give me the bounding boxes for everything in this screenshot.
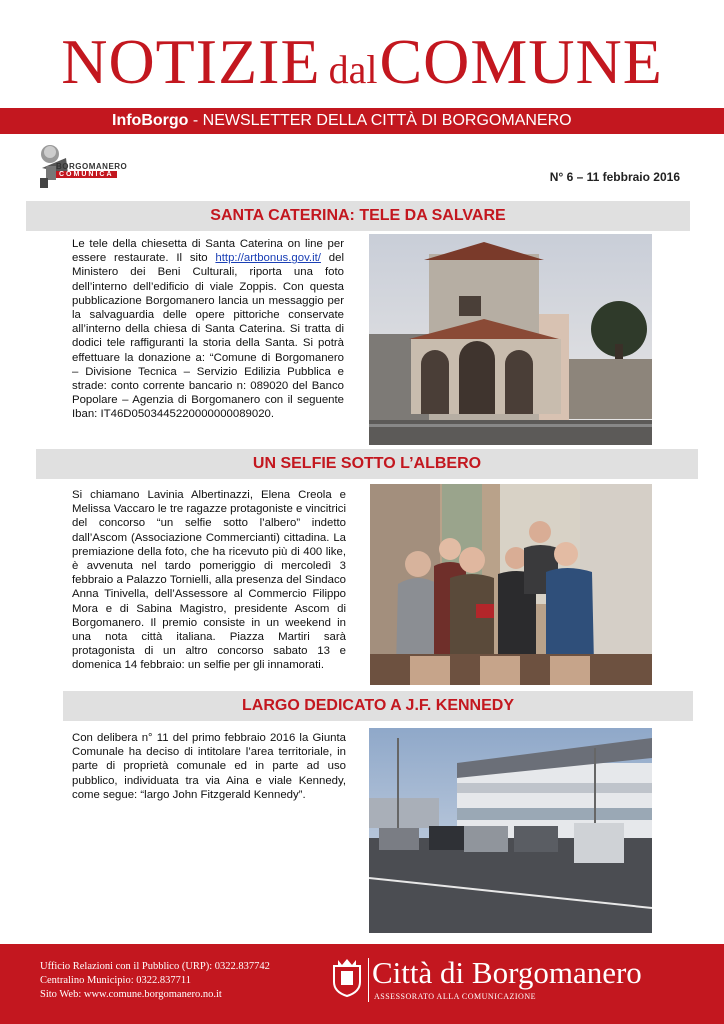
section-header-santa-caterina: [26, 201, 690, 231]
borgomanero-comunica-logo: [36, 140, 140, 190]
parking-lot-photo: [369, 728, 652, 933]
issue-number-date: N° 6 – 11 febbraio 2016: [549, 170, 680, 184]
section-header-selfie: [36, 449, 698, 479]
subtitle-bar: [0, 108, 724, 134]
section-text-santa-caterina: [72, 237, 344, 422]
footer-city-name: Città di Borgomanero: [372, 955, 642, 990]
title-comune: COMUNE: [379, 26, 663, 97]
subtitle-rest: - NEWSLETTER DELLA CITTÀ DI BORGOMANERO: [188, 112, 572, 129]
artbonus-link[interactable]: http://artbonus.gov.it/: [215, 252, 321, 265]
section-title: UN SELFIE SOTTO L’ALBERO: [252, 455, 482, 472]
footer-department: ASSESSORATO ALLA COMUNICAZIONE: [374, 992, 536, 1001]
section-header-kennedy: [63, 691, 693, 721]
city-crest-icon: [330, 956, 364, 998]
section-title: SANTA CATERINA: TELE DA SALVARE: [210, 207, 506, 224]
footer-centralino: Centralino Municipio: 0322.837711: [40, 975, 191, 986]
footer-urp: Ufficio Relazioni con il Pubblico (URP): 0322.837742: [40, 961, 270, 972]
title-notizie: NOTIZIE: [61, 26, 321, 97]
footer: [0, 944, 724, 1024]
title-dal: dal: [328, 47, 378, 92]
subtitle-brand: InfoBorgo: [112, 112, 189, 129]
church-photo: [369, 234, 652, 445]
text-part: del Ministero dei Beni Culturali, riporta una foto dell’interno dell’edificio di viale Zoppis. Con questa pubblicazione Borgomanero lancia un messaggio per la salvaguardia delle opere pittoriche conservate all’interno della chiesa di Santa Caterina. Si tratta di dodici tele raffiguranti la storia della Santa. Si potrà effettuare la donazione a: “Comune di Borgomanero – Divisione Tecnica – Servizio Edilizia Pubblica e strade: conto corrente bancario n: 089020 del Banco Popolare – Agenzia di Borgomanero con il seguente Iban: IT46D0503445220000000089020.: [72, 252, 344, 421]
section-title: LARGO DEDICATO A J.F. KENNEDY: [241, 697, 515, 714]
section-text-kennedy: Con delibera n° 11 del primo febbraio 2016 la Giunta Comunale ha deciso di intitolare l’area territoriale, in parte di proprietà comunale ed in parte ad uso pubblico, individuata tra via Aina e viale Kennedy, come segue: “largo John Fitzgerald Kennedy”.: [72, 732, 346, 801]
logo-line1: BORGOMANERO: [56, 162, 128, 171]
text-part: Le tele della chiesetta di Santa Caterina on line per essere restaurate. Il sito: [72, 238, 344, 265]
logo-line2: COMUNICA: [56, 171, 117, 178]
group-photo: [370, 484, 652, 685]
section-text-selfie: Si chiamano Lavinia Albertinazzi, Elena Creola e Melissa Vaccaro le tre ragazze protagoniste e vincitrici del concorso “un selfie sotto l’albero” indetto dall’Ascom (Associazione Commercianti) cittadina. La premiazione della foto, che ha ricevuto più di 400 like, è avvenuta nel tardo pomeriggio di mercoledì 3 febbraio a Palazzo Tornielli, alla presenza del Sindaco Anna Tinivella, dell’Assessore al Commercio Filippo Mora e di Sabina Magistro, presidente Ascom di Borgomanero. Il premio consiste in un weekend in una nota città italiana. Piazza Martiri sarà protagonista di un altro concorso sabato 13 e domenica 14 febbraio: un selfie per gli innamorati.: [72, 489, 346, 672]
newsletter-title: [0, 26, 724, 97]
subtitle-text: [112, 112, 572, 130]
footer-website[interactable]: Sito Web: www.comune.borgomanero.no.it: [40, 989, 222, 1000]
footer-divider: [368, 958, 369, 1002]
masthead: [0, 0, 724, 108]
footer-contacts: [40, 960, 270, 1002]
